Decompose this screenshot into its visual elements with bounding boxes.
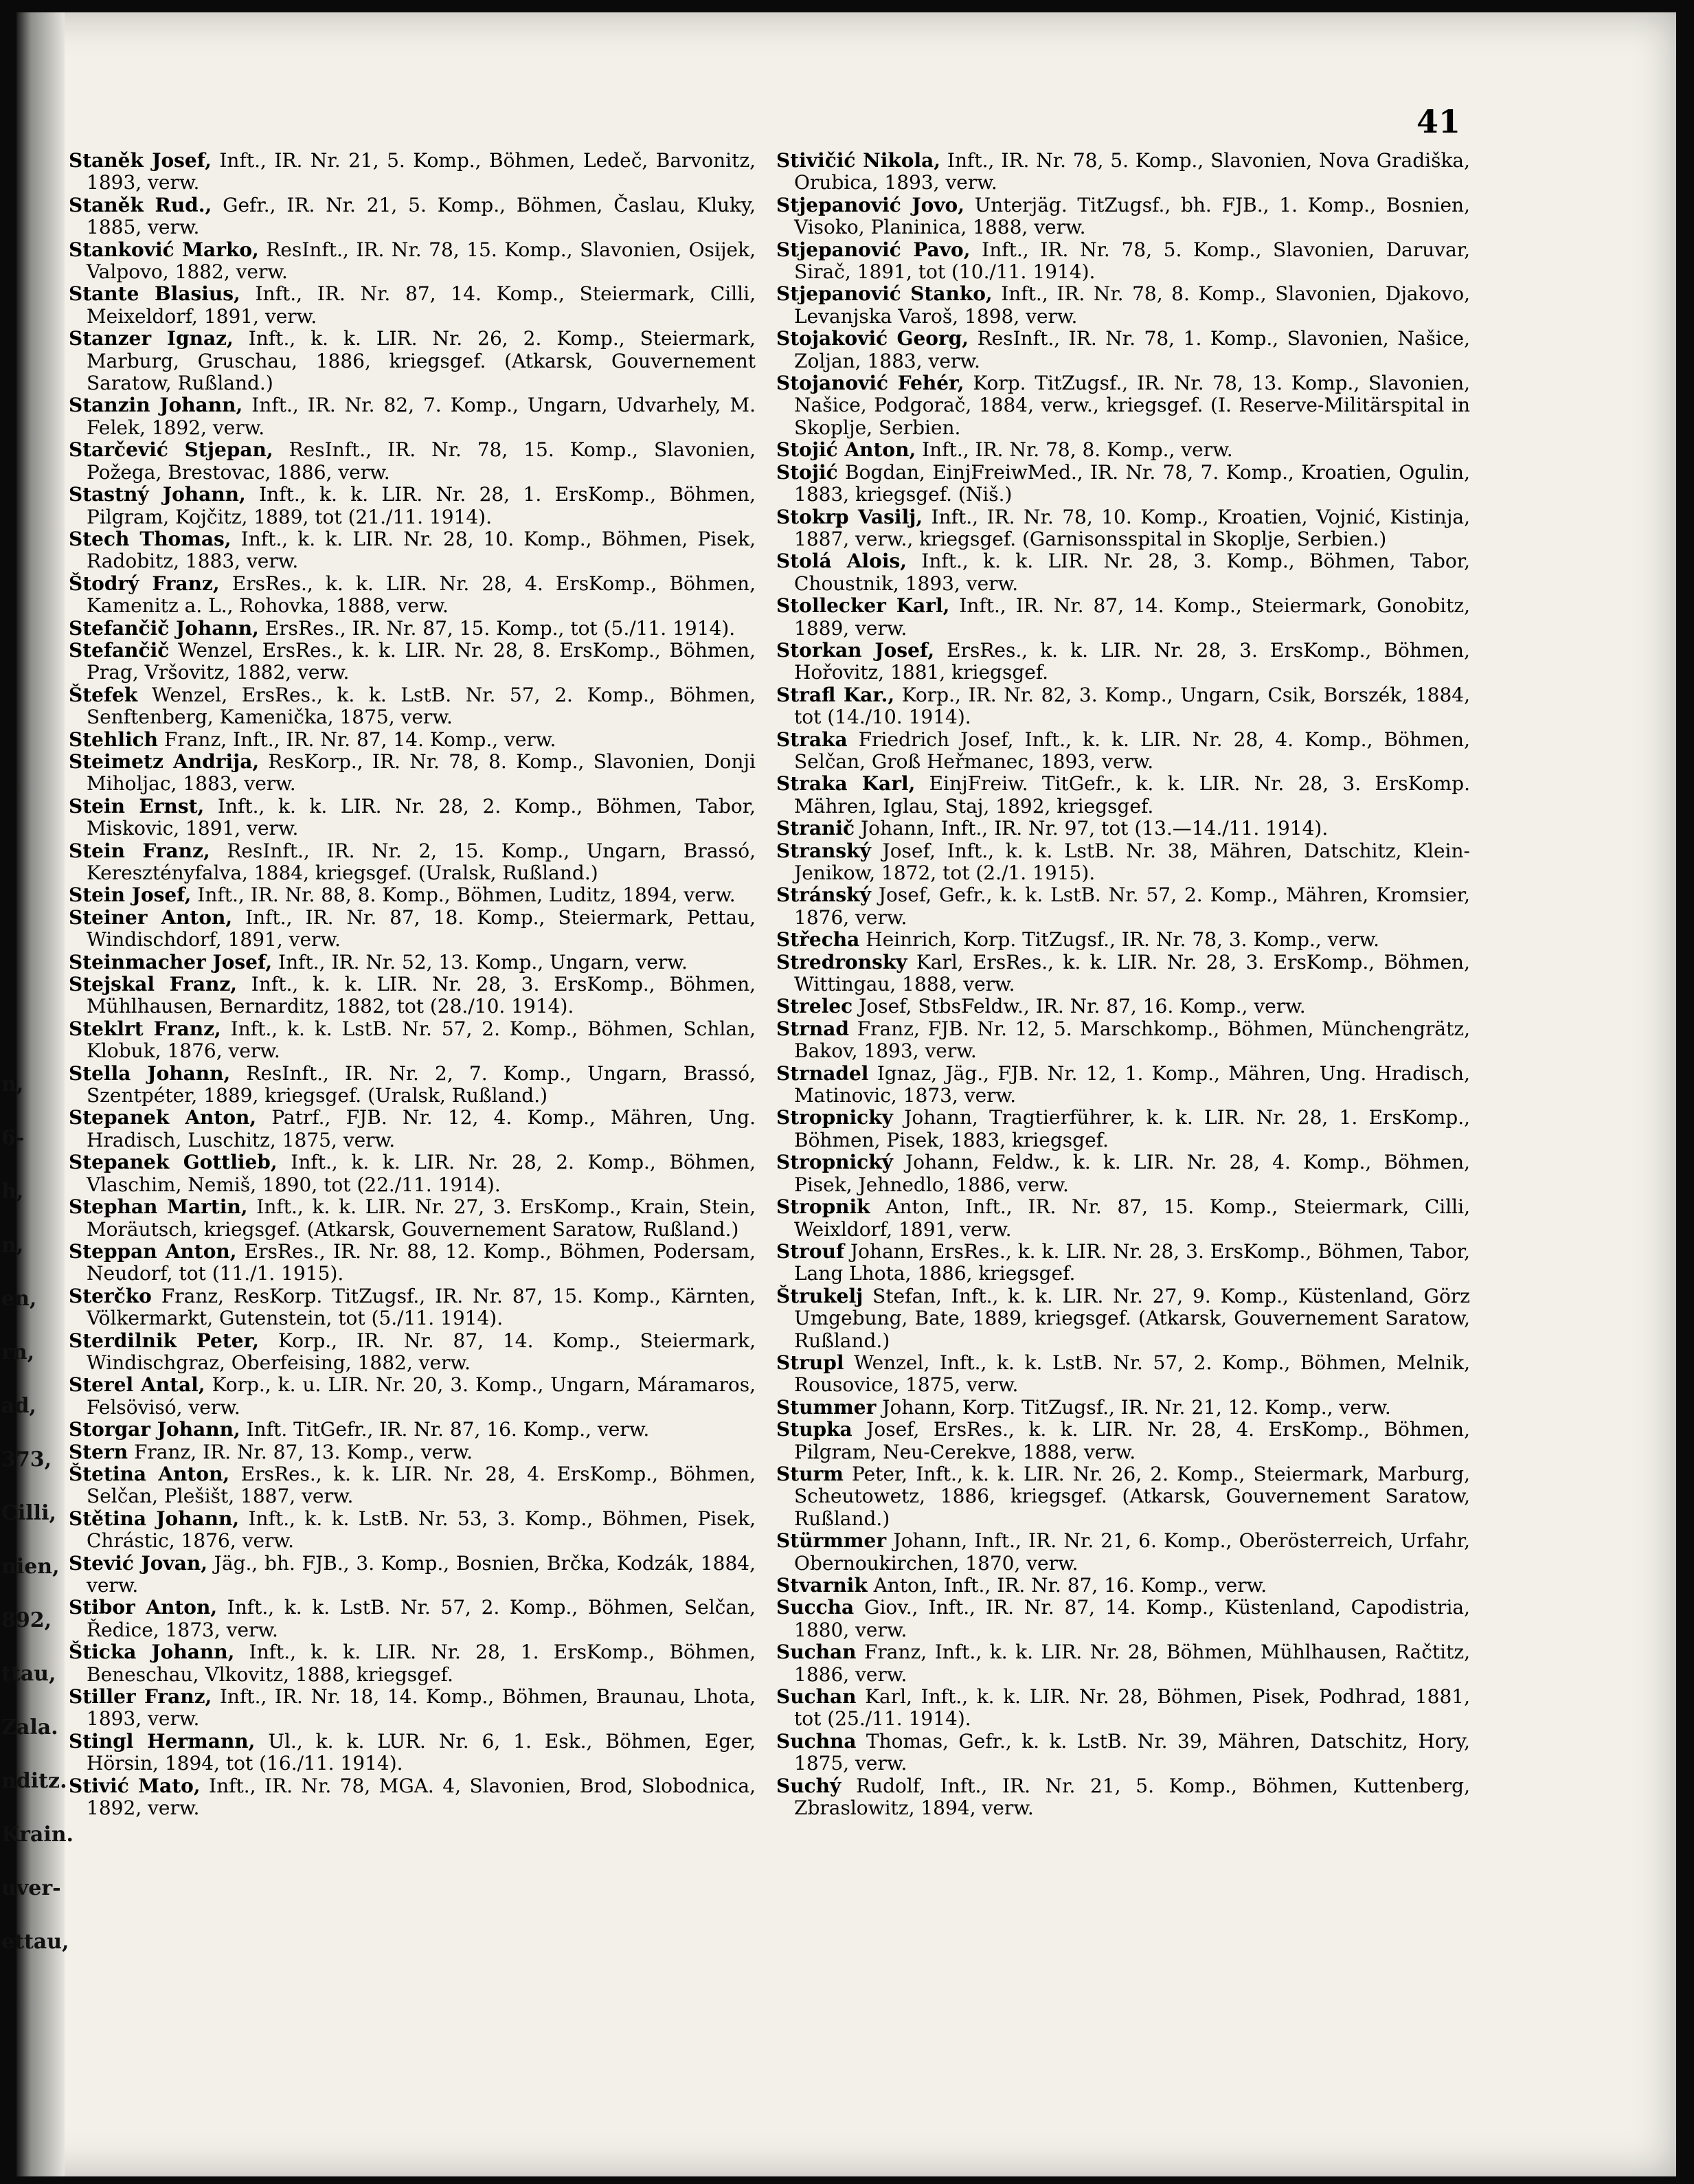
entry-name: Šticka Johann, <box>69 1641 235 1664</box>
entry-name: Steiner Anton, <box>69 905 233 929</box>
entry-details: Friedrich Josef, Inft., k. k. LIR. Nr. 28, 4. Komp., Böhmen, Selčan, Groß Heřmanec, 1893, verw. <box>794 728 1470 773</box>
entry-name: Stiller Franz, <box>69 1685 212 1709</box>
list-entry <box>776 506 1470 551</box>
list-entry <box>69 439 756 484</box>
entry-name: Suchan <box>776 1685 857 1709</box>
entry-name: Storgar Johann, <box>69 1418 240 1441</box>
list-entry <box>776 995 1470 1017</box>
entry-details: Johann, Feldw., k. k. LIR. Nr. 28, 4. Komp., Böhmen, Pisek, Jehnedlo, 1886, verw. <box>794 1151 1470 1196</box>
entry-details: Inft., IR. Nr. 78, 5. Komp., Slavonien, Daruvar, Sirač, 1891, tot (10./11. 1914). <box>794 238 1470 284</box>
entry-details: Ignaz, Jäg., FJB. Nr. 12, 1. Komp., Mähren, Ung. Hradisch, Matinovic, 1873, verw. <box>794 1061 1470 1107</box>
margin-fragment: h, <box>1 1180 24 1204</box>
entry-details: ResInft., IR. Nr. 78, 15. Komp., Slavonien, Osijek, Valpovo, 1882, verw. <box>87 238 756 284</box>
list-entry <box>776 1686 1470 1731</box>
list-entry <box>69 1441 756 1463</box>
entry-details: Inft., IR. Nr. 87, 14. Komp., Steiermark, Cilli, Meixeldorf, 1891, verw. <box>87 282 756 328</box>
entry-name: Straka Karl, <box>776 772 916 796</box>
entry-name: Steppan Anton, <box>69 1239 237 1263</box>
entry-name: Stredronsky <box>776 950 907 973</box>
list-entry <box>69 1775 756 1820</box>
list-entry <box>69 684 756 729</box>
margin-fragment: Cilli, <box>1 1501 56 1525</box>
margin-fragment: n, <box>1 1072 24 1096</box>
entry-details: Unterjäg. TitZugsf., bh. FJB., 1. Komp., Bosnien, Visoko, Planinica, 1888, verw. <box>794 193 1470 239</box>
list-entry <box>776 1352 1470 1397</box>
entry-name: Stefančič <box>69 638 170 662</box>
entry-name: Stein Ernst, <box>69 794 205 818</box>
entry-details: Ul., k. k. LUR. Nr. 6, 1. Esk., Böhmen, Eger, Hörsin, 1894, tot (16./11. 1914). <box>87 1729 756 1775</box>
left-margin-fragments <box>0 1058 74 1969</box>
list-entry <box>69 528 756 573</box>
list-entry <box>69 1374 756 1419</box>
list-entry <box>69 840 756 885</box>
list-entry <box>776 1241 1470 1285</box>
list-entry <box>69 1241 756 1285</box>
entry-name: Sterdilnik Peter, <box>69 1329 260 1352</box>
list-entry <box>776 1151 1470 1196</box>
entry-details: Wenzel, ErsRes., k. k. LstB. Nr. 57, 2. Komp., Böhmen, Senftenberg, Kamenička, 1875, verw. <box>87 683 756 729</box>
list-entry <box>69 394 756 439</box>
list-entry <box>69 796 756 840</box>
list-entry <box>69 283 756 328</box>
list-entry <box>776 640 1470 684</box>
list-entry <box>69 618 756 640</box>
entry-name: Strnadel <box>776 1061 869 1085</box>
entry-name: Strupl <box>776 1351 844 1374</box>
entry-name: Stropnicky <box>776 1106 893 1129</box>
list-entry <box>776 1018 1470 1063</box>
entry-details: Franz, FJB. Nr. 12, 5. Marschkomp., Böhmen, Münchengrätz, Bakov, 1893, verw. <box>794 1017 1470 1063</box>
entry-name: Suchan <box>776 1641 857 1664</box>
entry-details: Inft., k. k. LIR. Nr. 26, 2. Komp., Steiermark, Marburg, Gruschau, 1886, kriegsgef. (Atkarsk, Gouvernement Saratow, Rußland.) <box>87 327 756 395</box>
margin-fragment: Krain. <box>1 1823 74 1847</box>
list-entry <box>776 150 1470 194</box>
entry-details: Inft., k. k. LIR. Nr. 28, 3. Komp., Böhmen, Tabor, Choustnik, 1893, verw. <box>794 550 1471 595</box>
entry-name: Suchna <box>776 1729 857 1753</box>
margin-fragment: ad, <box>1 1394 36 1418</box>
entry-details: Inft., k. k. LstB. Nr. 57, 2. Komp., Böhmen, Schlan, Klobuk, 1876, verw. <box>87 1017 756 1063</box>
entry-name: Stropnik <box>776 1195 870 1219</box>
entry-details: Inft., IR. Nr. 21, 5. Komp., Böhmen, Ledeč, Barvonitz, 1893, verw. <box>87 149 756 194</box>
entry-name: Succha <box>776 1596 855 1619</box>
entry-name: Stjepanović Stanko, <box>776 282 993 306</box>
margin-fragment: 373, <box>1 1448 52 1472</box>
list-entry <box>69 1686 756 1731</box>
entry-name: Stojić Anton, <box>776 438 916 462</box>
list-entry <box>776 239 1470 284</box>
entry-name: Strouf <box>776 1239 844 1263</box>
entry-details: Peter, Inft., k. k. LIR. Nr. 26, 2. Komp., Steiermark, Marburg, Scheutowetz, 1886, kriegsgef. (Atkarsk, Gouvernement Saratow, Rußland.) <box>794 1462 1470 1530</box>
entry-details: Gefr., IR. Nr. 21, 5. Komp., Böhmen, Časlau, Kluky, 1885, verw. <box>87 193 756 239</box>
list-entry <box>776 1731 1470 1775</box>
entry-name: Štodrý Franz, <box>69 572 220 595</box>
list-entry <box>776 550 1470 595</box>
entry-name: Stummer <box>776 1395 877 1419</box>
list-entry <box>776 773 1470 818</box>
entry-name: Stante Blasius, <box>69 282 240 306</box>
page-number: 41 <box>1416 103 1460 140</box>
entry-details: Inft., k. k. LstB. Nr. 57, 2. Komp., Böhmen, Selčan, Ředice, 1873, verw. <box>87 1596 756 1641</box>
entry-details: Inft., IR. Nr. 78, 8. Komp., verw. <box>916 438 1233 462</box>
entry-details: Johann, Inft., IR. Nr. 97, tot (13.—14./11. 1914). <box>855 817 1329 840</box>
entry-details: Inft., k. k. LIR. Nr. 28, 2. Komp., Böhmen, Tabor, Miskovic, 1891, verw. <box>87 794 756 840</box>
entry-details: Korp., k. u. LIR. Nr. 20, 3. Komp., Ungarn, Máramaros, Felsövisó, verw. <box>87 1373 756 1419</box>
list-entry <box>776 818 1470 840</box>
entry-name: Stibor Anton, <box>69 1596 218 1619</box>
entry-details: Karl, Inft., k. k. LIR. Nr. 28, Böhmen, Pisek, Podhrad, 1881, tot (25./11. 1914). <box>794 1685 1470 1731</box>
entry-name: Sturm <box>776 1462 844 1485</box>
list-entry <box>69 1641 756 1686</box>
entry-details: Johann, Inft., IR. Nr. 21, 6. Komp., Oberösterreich, Urfahr, Obernoukirchen, 1870, verw. <box>794 1529 1470 1575</box>
entry-name: Staněk Josef, <box>69 149 212 172</box>
entry-details: Inft., k. k. LstB. Nr. 53, 3. Komp., Böhmen, Pisek, Chrástic, 1876, verw. <box>87 1507 756 1553</box>
entry-details: ResInft., IR. Nr. 2, 7. Komp., Ungarn, Brassó, Szentpéter, 1889, kriegsgef. (Uralsk, Rußland.) <box>87 1061 756 1107</box>
entry-details: Inft., k. k. LIR. Nr. 28, 3. ErsKomp., Böhmen, Mühlhausen, Bernarditz, 1882, tot (28./10. 1914). <box>87 973 756 1018</box>
entry-name: Stupka <box>776 1418 852 1441</box>
entry-name: Stivić Mato, <box>69 1774 201 1797</box>
entry-name: Stefančič Johann, <box>69 616 259 640</box>
entry-details: Franz, Inft., k. k. LIR. Nr. 28, Böhmen, Mühlhausen, Račtitz, 1886, verw. <box>794 1641 1470 1686</box>
entry-name: Stranič <box>776 817 855 840</box>
list-entry <box>69 1553 756 1597</box>
entry-details: Josef, Inft., k. k. LstB. Nr. 38, Mähren, Datschitz, Klein-Jenikow, 1872, tot (2./1. 1915). <box>794 839 1470 884</box>
entry-name: Stjepanović Jovo, <box>776 193 964 216</box>
right-column <box>776 150 1470 1819</box>
list-entry <box>776 1419 1470 1463</box>
entry-details: Inft., k. k. LIR. Nr. 28, 1. ErsKomp., Böhmen, Pilgram, Kojčitz, 1889, tot (21./11. 1914). <box>87 483 756 528</box>
left-column <box>69 150 756 1819</box>
entry-details: Inft., IR. Nr. 87, 14. Komp., Steiermark, Gonobitz, 1889, verw. <box>794 594 1470 640</box>
entry-details: Johann, Tragtierführer, k. k. LIR. Nr. 28, 1. ErsKomp., Böhmen, Pisek, 1883, kriegsgef. <box>794 1106 1470 1151</box>
entry-name: Stein Franz, <box>69 839 210 862</box>
entry-details: Inft., IR. Nr. 52, 13. Komp., Ungarn, verw. <box>272 950 688 973</box>
list-entry <box>776 1285 1470 1352</box>
entry-name: Steimetz Andrija, <box>69 750 260 773</box>
entry-details: Inft. TitGefr., IR. Nr. 87, 16. Komp., verw. <box>240 1418 650 1441</box>
list-entry <box>776 462 1470 506</box>
list-entry <box>776 194 1470 239</box>
entry-name: Stanzin Johann, <box>69 394 243 417</box>
list-entry <box>776 729 1470 774</box>
entry-name: Stropnický <box>776 1151 893 1174</box>
entry-details: ResInft., IR. Nr. 2, 15. Komp., Ungarn, Brassó, Keresztényfalva, 1884, kriegsgef. (Uralsk, Rußland.) <box>87 839 756 884</box>
margin-fragment: 6- <box>1 1126 25 1150</box>
list-entry <box>776 328 1470 372</box>
margin-fragment: rn, <box>1 1340 35 1364</box>
entry-name: Steinmacher Josef, <box>69 950 273 973</box>
list-entry <box>69 751 756 796</box>
list-entry <box>69 1107 756 1151</box>
list-entry <box>69 884 756 906</box>
list-entry <box>776 1775 1470 1820</box>
entry-details: Johann, Korp. TitZugsf., IR. Nr. 21, 12. Komp., verw. <box>876 1395 1391 1419</box>
list-entry <box>776 1530 1470 1575</box>
entry-details: ResInft., IR. Nr. 78, 1. Komp., Slavonien, Našice, Zoljan, 1883, verw. <box>794 327 1470 372</box>
list-entry <box>69 1597 756 1641</box>
entry-name: Štefek <box>69 683 138 706</box>
entry-details: ErsRes., IR. Nr. 87, 15. Komp., tot (5./11. 1914). <box>258 616 736 640</box>
entry-name: Strnad <box>776 1017 849 1040</box>
entry-details: Inft., IR. Nr. 82, 7. Komp., Ungarn, Udvarhely, M. Felek, 1892, verw. <box>87 394 756 439</box>
list-entry <box>69 573 756 618</box>
entry-details: Thomas, Gefr., k. k. LstB. Nr. 39, Mähren, Datschitz, Hory, 1875, verw. <box>794 1729 1470 1775</box>
list-entry <box>776 283 1470 328</box>
margin-fragment: n, <box>1 1233 24 1257</box>
entry-name: Střecha <box>776 928 860 952</box>
list-entry <box>69 1285 756 1330</box>
entry-name: Štetina Anton, <box>69 1462 230 1485</box>
entry-details: ResKorp., IR. Nr. 78, 8. Komp., Slavonien, Donji Miholjac, 1883, verw. <box>87 750 756 796</box>
entry-details: ErsRes., k. k. LIR. Nr. 28, 3. ErsKomp., Böhmen, Hořovitz, 1881, kriegsgef. <box>794 638 1470 684</box>
entry-details: Wenzel, Inft., k. k. LstB. Nr. 57, 2. Komp., Böhmen, Melnik, Rousovice, 1875, verw. <box>794 1351 1470 1397</box>
list-entry <box>69 1063 756 1107</box>
list-entry <box>776 840 1470 885</box>
entry-name: Stanković Marko, <box>69 238 259 261</box>
entry-name: Štrukelj <box>776 1284 863 1307</box>
entry-details: Inft., k. k. LIR. Nr. 27, 3. ErsKomp., Krain, Stein, Moräutsch, kriegsgef. (Atkarsk, Gouvernement Saratow, Rußland.) <box>87 1195 756 1241</box>
entry-details: Josef, StbsFeldw., IR. Nr. 87, 16. Komp., verw. <box>852 995 1306 1018</box>
entry-name: Stehlich <box>69 728 159 751</box>
entry-name: Stein Josef, <box>69 883 192 907</box>
entry-name: Stojić <box>776 460 838 484</box>
list-entry <box>776 372 1470 439</box>
entry-name: Stojanović Fehér, <box>776 372 964 395</box>
list-entry <box>69 484 756 528</box>
entry-name: Stokrp Vasilj, <box>776 505 923 528</box>
entry-details: Inft., k. k. LIR. Nr. 28, 10. Komp., Böhmen, Pisek, Radobitz, 1883, verw. <box>87 527 756 573</box>
entry-details: Franz, Inft., IR. Nr. 87, 14. Komp., verw. <box>158 728 556 751</box>
entry-details: Stefan, Inft., k. k. LIR. Nr. 27, 9. Komp., Küstenland, Görz Umgebung, Bate, 1889, kriegsgef. (Atkarsk, Gouvernement Saratow, Rußland.) <box>794 1284 1470 1352</box>
list-entry <box>776 1463 1470 1530</box>
entry-details: Johann, ErsRes., k. k. LIR. Nr. 28, 3. ErsKomp., Böhmen, Tabor, Lang Lhota, 1886, kriegsgef. <box>794 1239 1470 1285</box>
list-entry <box>69 1196 756 1241</box>
list-entry <box>69 1330 756 1375</box>
list-entry <box>776 439 1470 461</box>
entry-name: Suchý <box>776 1774 842 1797</box>
list-entry <box>776 1641 1470 1686</box>
entry-name: Stević Jovan, <box>69 1551 207 1575</box>
entry-details: Inft., IR. Nr. 87, 18. Komp., Steiermark, Pettau, Windischdorf, 1891, verw. <box>87 905 756 952</box>
entry-details: Franz, ResKorp. TitZugsf., IR. Nr. 87, 15. Komp., Kärnten, Völkermarkt, Gutenstein, tot (5./11. 1914). <box>87 1284 756 1330</box>
entry-name: Starčević Stjepan, <box>69 438 273 462</box>
list-entry <box>69 1151 756 1196</box>
entry-name: Stránský <box>776 883 871 907</box>
list-entry <box>776 684 1470 729</box>
entry-name: Sterčko <box>69 1284 152 1307</box>
entry-details: EinjFreiw. TitGefr., k. k. LIR. Nr. 28, 3. ErsKomp. Mähren, Iglau, Staj, 1892, kriegsgef. <box>794 772 1470 818</box>
entry-details: Inft., IR. Nr. 78, 10. Komp., Kroatien, Vojnić, Kistinja, 1887, verw., kriegsgef. (Garnisonsspital in Skoplje, Serbien.) <box>794 505 1470 550</box>
entry-details: ErsRes., k. k. LIR. Nr. 28, 4. ErsKomp., Böhmen, Selčan, Plešišt, 1887, verw. <box>87 1462 756 1508</box>
entry-name: Stanzer Ignaz, <box>69 327 234 350</box>
list-entry <box>69 640 756 684</box>
list-entry <box>776 952 1470 996</box>
list-entry <box>69 1731 756 1775</box>
entry-name: Strelec <box>776 995 853 1018</box>
entry-name: Steklrt Franz, <box>69 1017 221 1040</box>
entry-name: Stepanek Anton, <box>69 1106 257 1129</box>
list-entry <box>69 729 756 751</box>
entry-name: Stejskal Franz, <box>69 973 237 996</box>
list-entry <box>69 952 756 973</box>
entry-name: Stürmmer <box>776 1529 887 1553</box>
entry-name: Storkan Josef, <box>776 638 935 662</box>
entry-name: Sterel Antal, <box>69 1373 205 1397</box>
entry-name: Stjepanović Pavo, <box>776 238 971 261</box>
list-entry <box>69 150 756 194</box>
entry-name: Stech Thomas, <box>69 527 231 550</box>
list-entry <box>776 1575 1470 1597</box>
list-entry <box>69 239 756 284</box>
list-entry <box>69 1463 756 1508</box>
entry-details: Korp. TitZugsf., IR. Nr. 78, 13. Komp., Slavonien, Našice, Podgorač, 1884, verw., kriegsgef. (I. Reserve-Militärspital in Skoplje, Serbien. <box>794 372 1471 439</box>
entry-name: Strafl Kar., <box>776 683 895 706</box>
entry-details: Korp., IR. Nr. 87, 14. Komp., Steiermark, Windischgraz, Oberfeising, 1882, verw. <box>87 1329 756 1374</box>
entry-details: Inft., k. k. LIR. Nr. 28, 2. Komp., Böhmen, Vlaschim, Nemiš, 1890, tot (22./11. 1914). <box>87 1151 756 1196</box>
list-entry <box>69 973 756 1018</box>
list-entry <box>776 595 1470 640</box>
entry-name: Stastný Johann, <box>69 483 246 506</box>
entry-details: Patrf., FJB. Nr. 12, 4. Komp., Mähren, Ung. Hradisch, Luschitz, 1875, verw. <box>87 1106 756 1151</box>
margin-fragment: ettau, <box>1 1930 69 1954</box>
list-entry <box>69 1508 756 1553</box>
list-entry <box>776 1597 1470 1641</box>
entry-details: Inft., IR. Nr. 78, 5. Komp., Slavonien, Nova Gradiška, Orubica, 1893, verw. <box>794 149 1471 194</box>
entry-details: Josef, Gefr., k. k. LstB. Nr. 57, 2. Komp., Mähren, Kromsier, 1876, verw. <box>794 883 1470 929</box>
list-entry <box>776 1063 1470 1107</box>
list-entry <box>776 884 1470 929</box>
margin-fragment: uver- <box>1 1876 61 1900</box>
entry-details: ErsRes., k. k. LIR. Nr. 28, 4. ErsKomp., Böhmen, Kamenitz a. L., Rohovka, 1888, verw. <box>87 572 756 618</box>
entry-name: Stephan Martin, <box>69 1195 248 1219</box>
list-entry <box>69 1419 756 1441</box>
margin-fragment: nditz. <box>1 1769 67 1793</box>
entry-details: Inft., IR. Nr. 18, 14. Komp., Böhmen, Braunau, Lhota, 1893, verw. <box>87 1685 756 1731</box>
entry-details: Inft., IR. Nr. 78, MGA. 4, Slavonien, Brod, Slobodnica, 1892, verw. <box>87 1774 756 1820</box>
margin-fragment: nien, <box>1 1555 60 1579</box>
entry-name: Stingl Hermann, <box>69 1729 256 1753</box>
entry-name: Stvarnik <box>776 1574 868 1597</box>
entry-details: Anton, Inft., IR. Nr. 87, 16. Komp., verw. <box>867 1574 1267 1597</box>
margin-fragment: ttau, <box>1 1662 56 1686</box>
entry-name: Stranský <box>776 839 871 862</box>
entry-details: Heinrich, Korp. TitZugsf., IR. Nr. 78, 3. Komp., verw. <box>859 928 1379 952</box>
list-entry <box>776 1196 1470 1241</box>
entry-name: Stepanek Gottlieb, <box>69 1151 278 1174</box>
entry-details: Korp., IR. Nr. 82, 3. Komp., Ungarn, Csik, Borszék, 1884, tot (14./10. 1914). <box>794 683 1470 729</box>
list-entry <box>776 1107 1470 1151</box>
entry-details: Giov., Inft., IR. Nr. 87, 14. Komp., Küstenland, Capodistria, 1880, verw. <box>794 1596 1470 1641</box>
entry-details: Karl, ErsRes., k. k. LIR. Nr. 28, 3. ErsKomp., Böhmen, Wittingau, 1888, verw. <box>794 950 1470 996</box>
list-entry <box>69 1018 756 1063</box>
list-entry <box>69 907 756 952</box>
entry-name: Stětina Johann, <box>69 1507 240 1530</box>
entry-details: ResInft., IR. Nr. 78, 15. Komp., Slavonien, Požega, Brestovac, 1886, verw. <box>87 438 756 484</box>
entry-name: Straka <box>776 728 848 751</box>
entry-details: Inft., IR. Nr. 78, 8. Komp., Slavonien, Djakovo, Levanjska Varoš, 1898, verw. <box>794 282 1470 328</box>
entry-details: Franz, IR. Nr. 87, 13. Komp., verw. <box>128 1440 473 1463</box>
margin-fragment: Zala. <box>1 1715 58 1740</box>
entry-name: Stella Johann, <box>69 1061 231 1085</box>
entry-name: Stollecker Karl, <box>776 594 950 618</box>
list-entry <box>776 1397 1470 1419</box>
entry-name: Stivičić Nikola, <box>776 149 941 172</box>
entry-details: Inft., k. k. LIR. Nr. 28, 1. ErsKomp., Böhmen, Beneschau, Vlkovitz, 1888, kriegsgef. <box>87 1641 756 1686</box>
list-entry <box>69 194 756 239</box>
entry-name: Staněk Rud., <box>69 193 212 216</box>
list-entry <box>776 929 1470 951</box>
entry-name: Stern <box>69 1440 128 1463</box>
entry-details: Bogdan, EinjFreiwMed., IR. Nr. 78, 7. Komp., Kroatien, Ogulin, 1883, kriegsgef. (Niš.) <box>794 460 1470 506</box>
entry-name: Stojaković Georg, <box>776 327 969 350</box>
entry-details: Jäg., bh. FJB., 3. Komp., Bosnien, Brčka, Kodzák, 1884, verw. <box>87 1551 756 1597</box>
entry-details: Rudolf, Inft., IR. Nr. 21, 5. Komp., Böhmen, Kuttenberg, Zbraslowitz, 1894, verw. <box>794 1774 1470 1820</box>
entry-name: Stolá Alois, <box>776 550 907 573</box>
entry-details: ErsRes., IR. Nr. 88, 12. Komp., Böhmen, Podersam, Neudorf, tot (11./1. 1915). <box>87 1239 756 1285</box>
margin-fragment: 892, <box>1 1608 52 1632</box>
entry-details: Anton, Inft., IR. Nr. 87, 15. Komp., Steiermark, Cilli, Weixldorf, 1891, verw. <box>794 1195 1470 1241</box>
entry-details: Inft., IR. Nr. 88, 8. Komp., Böhmen, Luditz, 1894, verw. <box>191 883 736 907</box>
entry-details: Wenzel, ErsRes., k. k. LIR. Nr. 28, 8. ErsKomp., Böhmen, Prag, Vršovitz, 1882, verw. <box>87 638 756 684</box>
margin-fragment: en, <box>1 1287 37 1311</box>
entry-details: Josef, ErsRes., k. k. LIR. Nr. 28, 4. ErsKomp., Böhmen, Pilgram, Neu-Cerekve, 1888, verw. <box>794 1418 1470 1463</box>
list-entry <box>69 328 756 394</box>
